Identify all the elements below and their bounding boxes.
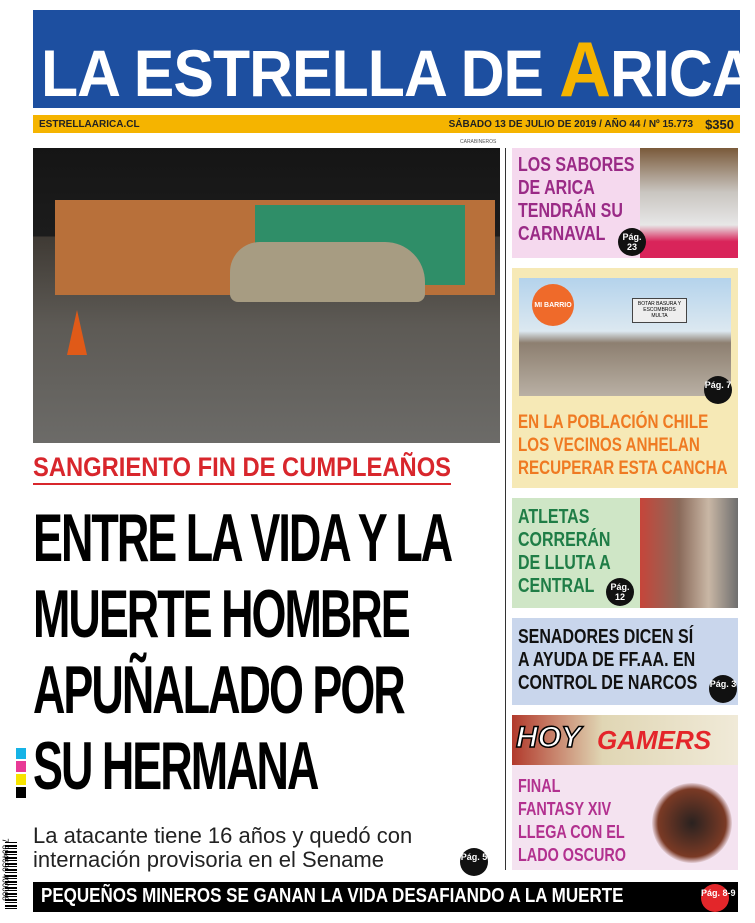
main-headline[interactable]: ENTRE LA VIDA Y LA MUERTE HOMBRE APUÑALADO POR SU HERMANA bbox=[33, 500, 452, 804]
page-badge: Pág. 12 bbox=[606, 578, 634, 606]
bottom-headline: PEQUEÑOS MINEROS SE GANAN LA VIDA DESAFIANDO A LA MUERTE bbox=[41, 885, 624, 907]
page-badge: Pág. 7 bbox=[704, 376, 732, 404]
barcode-number: 7 804656 400008 bbox=[0, 838, 10, 901]
issue-date: SÁBADO 13 DE JULIO DE 2019 / AÑO 44 / Nº 15.773 bbox=[448, 118, 694, 130]
game-character-image bbox=[652, 783, 732, 863]
page-badge: Pág. 23 bbox=[618, 228, 646, 256]
website[interactable]: ESTRELLAARICA.CL bbox=[39, 118, 140, 130]
color-registration-marks bbox=[16, 748, 26, 800]
mi-barrio-badge: MI BARRIO bbox=[532, 284, 574, 326]
hoy-logo: HOY bbox=[516, 721, 582, 754]
photo-car bbox=[230, 242, 425, 302]
gamers-logo: GAMERS bbox=[597, 725, 712, 755]
masthead bbox=[33, 10, 755, 113]
column-divider bbox=[505, 148, 506, 870]
teaser-mi-barrio[interactable]: BOTAR BASURA Y ESCOMBROS MULTA MI BARRIO Pág. 7 EN LA POBLACIÓN CHILE LOS VECINOS ANHELAN RECUPERAR ESTA CANCHA bbox=[512, 268, 738, 488]
kicker: SANGRIENTO FIN DE CUMPLEAÑOS bbox=[33, 452, 451, 485]
price: $350 bbox=[705, 116, 734, 132]
masthead-title: LA ESTRELLA DE ARICA bbox=[41, 25, 755, 113]
info-bar bbox=[33, 115, 740, 133]
teaser-hoy-gamers[interactable]: HOY GAMERS FINAL FANTASY XIV LLEGA CON EL LADO OSCURO bbox=[512, 715, 738, 870]
photo-credit: CARABINEROS bbox=[460, 139, 497, 145]
photo-sign: BOTAR BASURA Y ESCOMBROS MULTA bbox=[632, 298, 687, 323]
page-badge: Pág. 8-9 bbox=[701, 884, 729, 912]
teaser-photo bbox=[640, 148, 738, 258]
teaser-photo bbox=[640, 498, 738, 608]
bottom-headline-bar[interactable] bbox=[33, 882, 738, 912]
teaser-sabores[interactable]: LOS SABORES DE ARICA TENDRÁN SU CARNAVAL Pág. 23 bbox=[512, 148, 738, 258]
subtitle: La atacante tiene 16 años y quedó con internación provisoria en el Sename bbox=[33, 823, 413, 872]
page-badge: Pág. 5 bbox=[460, 848, 488, 876]
page-badge: Pág. 3 bbox=[709, 675, 737, 703]
photo-cone bbox=[67, 310, 87, 355]
teaser-senadores[interactable]: SENADORES DICEN SÍ A AYUDA DE FF.AA. EN CONTROL DE NARCOS Pág. 3 bbox=[512, 618, 738, 705]
teaser-atletas[interactable]: ATLETAS CORRERÁN DE LLUTA A CENTRAL Pág. 12 bbox=[512, 498, 738, 608]
